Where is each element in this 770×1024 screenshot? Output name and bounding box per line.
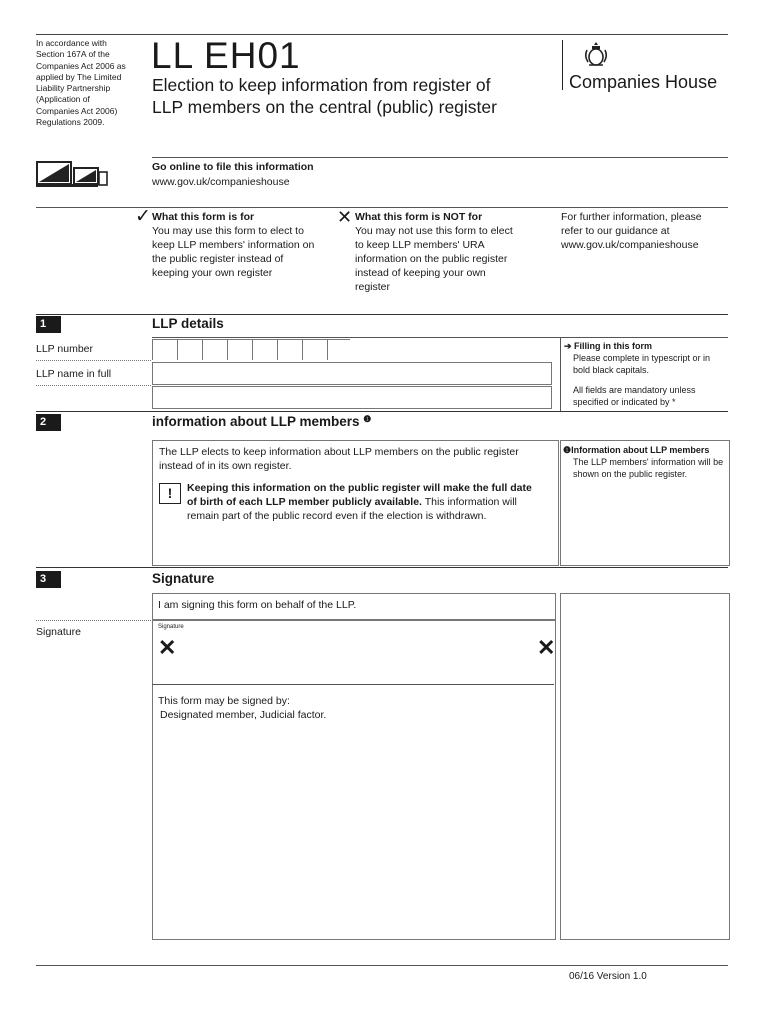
online-url[interactable]: www.gov.uk/companieshouse (152, 176, 290, 188)
filling-in-title: Filling in this form (574, 341, 653, 351)
election-text: The LLP elects to keep information about LLP members on the public register instead of in its own register. (159, 446, 519, 472)
section-3-title: Signature (152, 571, 215, 586)
warning-text (187, 481, 542, 523)
signed-by-list: Designated member, Judicial factor. (160, 709, 327, 721)
signature-input[interactable] (152, 621, 554, 683)
arrow-right-icon: ➔ (564, 341, 575, 351)
mandatory-note: All fields are mandatory unless specified or indicated by * (573, 385, 696, 407)
form-title: Election to keep information from register of LLP members on the central (public) register (152, 75, 497, 117)
cross-icon: ✕ (337, 207, 353, 227)
check-icon: ✓ (135, 206, 151, 227)
llp-number-digit[interactable] (252, 339, 277, 360)
signature-start-cross-icon: ✕ (158, 635, 177, 660)
info-icon: ❶ (363, 414, 372, 424)
section-2-title (152, 414, 371, 429)
signature-end-cross-icon: ✕ (537, 635, 556, 660)
llp-number-digit[interactable] (277, 339, 302, 360)
llp-number-digit[interactable] (177, 339, 202, 360)
for-text: You may use this form to elect to keep LLP members' information on the public register instead of keeping your own register (152, 225, 315, 279)
warning-bold-text: Keeping this information on the public register will make the full date of birth of each LLP member publicly available. (187, 482, 532, 508)
signing-statement: I am signing this form on behalf of the LLP. (158, 599, 357, 611)
not-for-text: You may not use this form to elect to keep LLP members' URA information on the public register instead of keeping your own register (355, 225, 513, 293)
llp-number-digit[interactable] (227, 339, 252, 360)
llp-name-input-line1[interactable] (152, 362, 552, 385)
filling-in-text: Please complete in typescript or in bold black capitals. (573, 353, 711, 375)
for-title: What this form is for (152, 211, 255, 223)
info-side-title-text: Information about LLP members (571, 445, 710, 455)
guidance-text: For further information, please refer to our guidance at www.gov.uk/companieshouse (561, 211, 702, 251)
llp-number-digit[interactable] (202, 339, 227, 360)
warning-rest-text: This information will remain part of the public record even if the election is withdrawn. (187, 496, 517, 522)
info-side-title (563, 445, 728, 457)
llp-number-label: LLP number (36, 343, 94, 355)
section-1-title: LLP details (152, 316, 224, 331)
signed-by-title: This form may be signed by: (158, 695, 290, 707)
legal-note: In accordance with Section 167A of the Companies Act 2006 as applied by The Limited Liability Partnership (Application of Companies Act 2006) Regulations 2009. (36, 38, 126, 128)
online-title: Go online to file this information (152, 161, 314, 173)
version-label: 06/16 Version 1.0 (569, 971, 647, 982)
form-code: LL EH01 (151, 35, 301, 76)
filling-in-note (564, 341, 726, 353)
section-3-side-box (560, 593, 730, 940)
info-icon: ❶ (563, 445, 572, 455)
section-1-number: 1 (36, 316, 61, 333)
llp-name-input-line2[interactable] (152, 386, 552, 409)
royal-crest-icon (583, 40, 609, 68)
companies-house-logo: Companies House (569, 72, 718, 92)
llp-name-label: LLP name in full (36, 368, 112, 380)
section-2-title-text: information about LLP members (152, 414, 360, 429)
section-3-number: 3 (36, 571, 61, 588)
warning-icon: ! (159, 483, 181, 504)
not-for-title: What this form is NOT for (355, 211, 483, 223)
section-2-number: 2 (36, 414, 61, 431)
llp-number-digit[interactable] (327, 339, 350, 360)
llp-number-digit[interactable] (302, 339, 327, 360)
signature-label: Signature (36, 626, 81, 638)
devices-icon (36, 160, 108, 188)
info-side-text: The LLP members' information will be shown on the public register. (573, 457, 724, 479)
signature-box-label: Signature (158, 624, 184, 630)
llp-number-digit[interactable] (152, 339, 177, 360)
